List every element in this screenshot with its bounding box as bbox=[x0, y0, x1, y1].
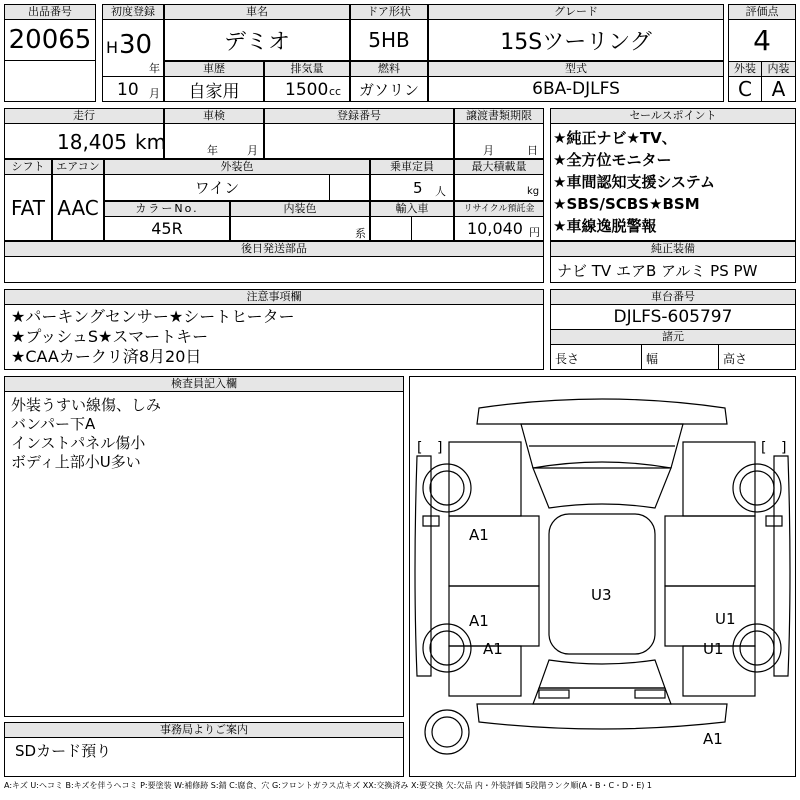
era: H bbox=[106, 38, 119, 57]
interior-color-label: 内装色 bbox=[230, 201, 370, 217]
shift: FAT bbox=[4, 174, 52, 241]
documents-deadline-cell bbox=[454, 123, 544, 159]
front-bumper bbox=[477, 399, 727, 424]
left-front-door bbox=[449, 516, 539, 586]
displacement-label: 排気量 bbox=[264, 61, 350, 77]
exterior-color-extra bbox=[329, 174, 370, 201]
recycle-unit: 円 bbox=[529, 226, 540, 239]
recycle-cell bbox=[454, 216, 544, 241]
damage-mark-right-rear-fender: U1 bbox=[703, 640, 724, 658]
import-label: 輸入車 bbox=[370, 201, 454, 217]
lot-number: 20065 bbox=[4, 19, 96, 61]
sales-point-item: ★全方位モニター bbox=[553, 151, 672, 169]
score: 4 bbox=[728, 19, 796, 62]
damage-mark-left-front-door: A1 bbox=[469, 526, 489, 544]
bracket-right-front: [ bbox=[761, 440, 767, 456]
year-unit: 年 bbox=[149, 62, 160, 75]
displacement: 1500 bbox=[285, 80, 329, 100]
first-registration-month-cell bbox=[102, 76, 164, 102]
month-unit: 月 bbox=[149, 87, 160, 100]
max-load-label: 最大積載量 bbox=[454, 159, 544, 175]
left-front-fender bbox=[449, 442, 521, 516]
grade-label: グレード bbox=[428, 4, 724, 20]
inspection-cell bbox=[164, 123, 264, 159]
recycle-fee: 10,040 bbox=[467, 219, 523, 238]
capacity-label: 乗車定員 bbox=[370, 159, 454, 175]
max-load-cell bbox=[454, 174, 544, 201]
car-name: デミオ bbox=[164, 19, 350, 61]
length-label: 長さ bbox=[555, 352, 580, 366]
capacity-cell bbox=[370, 174, 454, 201]
registration-year: 30 bbox=[119, 30, 153, 60]
windshield bbox=[533, 462, 671, 508]
notes-box bbox=[4, 304, 544, 370]
inspector-line: バンパー下A bbox=[11, 415, 96, 433]
mileage: 18,405 bbox=[57, 130, 127, 154]
exterior-grade: C bbox=[728, 76, 762, 102]
damage-mark-rear-bumper: A1 bbox=[703, 730, 723, 748]
color-no: 45R bbox=[104, 216, 230, 241]
lot-number-label: 出品番号 bbox=[4, 4, 96, 20]
exterior-grade-label: 外装 bbox=[728, 61, 762, 77]
damage-mark-right-rear-door: U1 bbox=[715, 610, 736, 628]
inspector-line: 外装うすい線傷、しみ bbox=[11, 396, 162, 414]
aircon-label: エアコン bbox=[52, 159, 104, 175]
sales-point-item: ★SBS/SCBS★BSM bbox=[553, 195, 700, 213]
sales-points-box bbox=[550, 123, 796, 241]
interior-color-unit: 系 bbox=[355, 227, 366, 240]
docs-day-unit: 日 bbox=[527, 144, 538, 157]
plate-cell bbox=[264, 123, 454, 159]
plate-label: 登録番号 bbox=[264, 108, 454, 124]
history: 自家用 bbox=[164, 76, 264, 102]
left-rear-door bbox=[449, 586, 539, 646]
first-registration-label: 初度登録 bbox=[102, 4, 164, 20]
height-cell bbox=[718, 344, 796, 370]
model-label: 型式 bbox=[428, 61, 724, 77]
note-line: ★CAAカークリ済8月20日 bbox=[11, 347, 202, 366]
length-cell bbox=[550, 344, 642, 370]
damage-mark-roof: U3 bbox=[591, 586, 612, 604]
score-label: 評価点 bbox=[728, 4, 796, 20]
aircon: AAC bbox=[52, 174, 104, 241]
bracket-left-front-b: ] bbox=[437, 440, 443, 456]
damage-mark-left-rear-door: A1 bbox=[469, 612, 489, 630]
capacity: 5 bbox=[413, 179, 423, 197]
first-registration-year-cell bbox=[102, 19, 164, 77]
sales-point-item: ★車間認知支援システム bbox=[553, 173, 715, 191]
right-front-fender bbox=[683, 442, 755, 516]
interior-grade: A bbox=[761, 76, 796, 102]
dims-label: 諸元 bbox=[550, 329, 796, 345]
height-label: 高さ bbox=[723, 352, 748, 366]
equipment-label: 純正装備 bbox=[550, 241, 796, 257]
color-no-label: カラーNo. bbox=[104, 201, 230, 217]
right-front-door bbox=[665, 516, 755, 586]
office-box: SDカード預り bbox=[4, 737, 404, 777]
documents-deadline-label: 譲渡書類期限 bbox=[454, 108, 544, 124]
mileage-unit: km bbox=[135, 130, 167, 154]
shift-label: シフト bbox=[4, 159, 52, 175]
chassis-number: DJLFS-605797 bbox=[550, 304, 796, 330]
inspector-line: インストパネル傷小 bbox=[11, 434, 146, 452]
notes-label: 注意事項欄 bbox=[4, 289, 544, 305]
bracket-right-front-b: ] bbox=[781, 440, 787, 456]
door-shape: 5HB bbox=[350, 19, 428, 61]
exterior-color-label: 外装色 bbox=[104, 159, 370, 175]
history-label: 車歴 bbox=[164, 61, 264, 77]
rear-window bbox=[539, 660, 665, 688]
lot-extra-cell bbox=[4, 60, 96, 102]
diagram-frame bbox=[410, 377, 796, 777]
width-label: 幅 bbox=[646, 352, 659, 366]
office-label: 事務局よりご案内 bbox=[4, 722, 404, 738]
inspection-month-unit: 月 bbox=[247, 144, 258, 157]
model: 6BA-DJLFS bbox=[428, 76, 724, 102]
fuel-label: 燃料 bbox=[350, 61, 428, 77]
displacement-cell bbox=[264, 76, 350, 102]
damage-mark-left-rear-fender: A1 bbox=[483, 640, 503, 658]
inspector-line: ボディ上部小U多い bbox=[11, 453, 141, 471]
interior-grade-label: 内装 bbox=[761, 61, 796, 77]
note-line: ★パーキングセンサー★シートヒーター bbox=[11, 307, 295, 326]
chassis-label: 車台番号 bbox=[550, 289, 796, 305]
mileage-cell bbox=[4, 123, 167, 159]
exterior-color: ワイン bbox=[104, 174, 330, 201]
inspector-box bbox=[4, 391, 404, 717]
cc-unit: cc bbox=[329, 85, 342, 98]
capacity-unit: 人 bbox=[435, 185, 446, 198]
roof bbox=[549, 514, 655, 654]
sales-point-item: ★純正ナビ★TV、 bbox=[553, 129, 677, 147]
later-parts-cell bbox=[4, 256, 544, 283]
bracket-left-front: [ bbox=[417, 440, 423, 456]
inspection-year-unit: 年 bbox=[207, 144, 218, 157]
inspection-label: 車検 bbox=[164, 108, 264, 124]
later-parts-label: 後日発送部品 bbox=[4, 241, 544, 257]
rear-bumper bbox=[477, 704, 727, 729]
import-cell-a bbox=[370, 216, 412, 241]
width-cell bbox=[641, 344, 719, 370]
car-diagram bbox=[409, 376, 796, 777]
damage-legend: A:キズ U:ヘコミ B:キズを伴うヘコミ P:要塗装 W:補修跡 S:錆 C:腐食、穴 G:フロントガラス点キズ XX:交換済み X:要交換 欠:欠品 内・外装評価 5段階ランク順(A・B・C・D・E) 1 bbox=[4, 781, 653, 790]
docs-month-unit: 月 bbox=[483, 144, 494, 157]
recycle-label: リサイクル預託金 bbox=[454, 201, 544, 217]
inspector-label: 検査員記入欄 bbox=[4, 376, 404, 392]
grade: 15Sツーリング bbox=[428, 19, 724, 61]
door-shape-label: ドア形状 bbox=[350, 4, 428, 20]
sales-points-label: セールスポイント bbox=[550, 108, 796, 124]
note-line: ★プッシュS★スマートキー bbox=[11, 327, 209, 346]
mileage-label: 走行 bbox=[4, 108, 164, 124]
fuel: ガソリン bbox=[350, 76, 428, 102]
right-rear-door bbox=[665, 586, 755, 646]
sales-point-item: ★車線逸脱警報 bbox=[553, 217, 657, 235]
registration-month: 10 bbox=[117, 80, 139, 100]
import-cell-b bbox=[411, 216, 454, 241]
load-unit: kg bbox=[527, 186, 540, 197]
equipment-cell: ナビ TV エアB アルミ PS PW bbox=[550, 256, 796, 283]
car-name-label: 車名 bbox=[164, 4, 350, 20]
interior-color-cell bbox=[230, 216, 370, 241]
